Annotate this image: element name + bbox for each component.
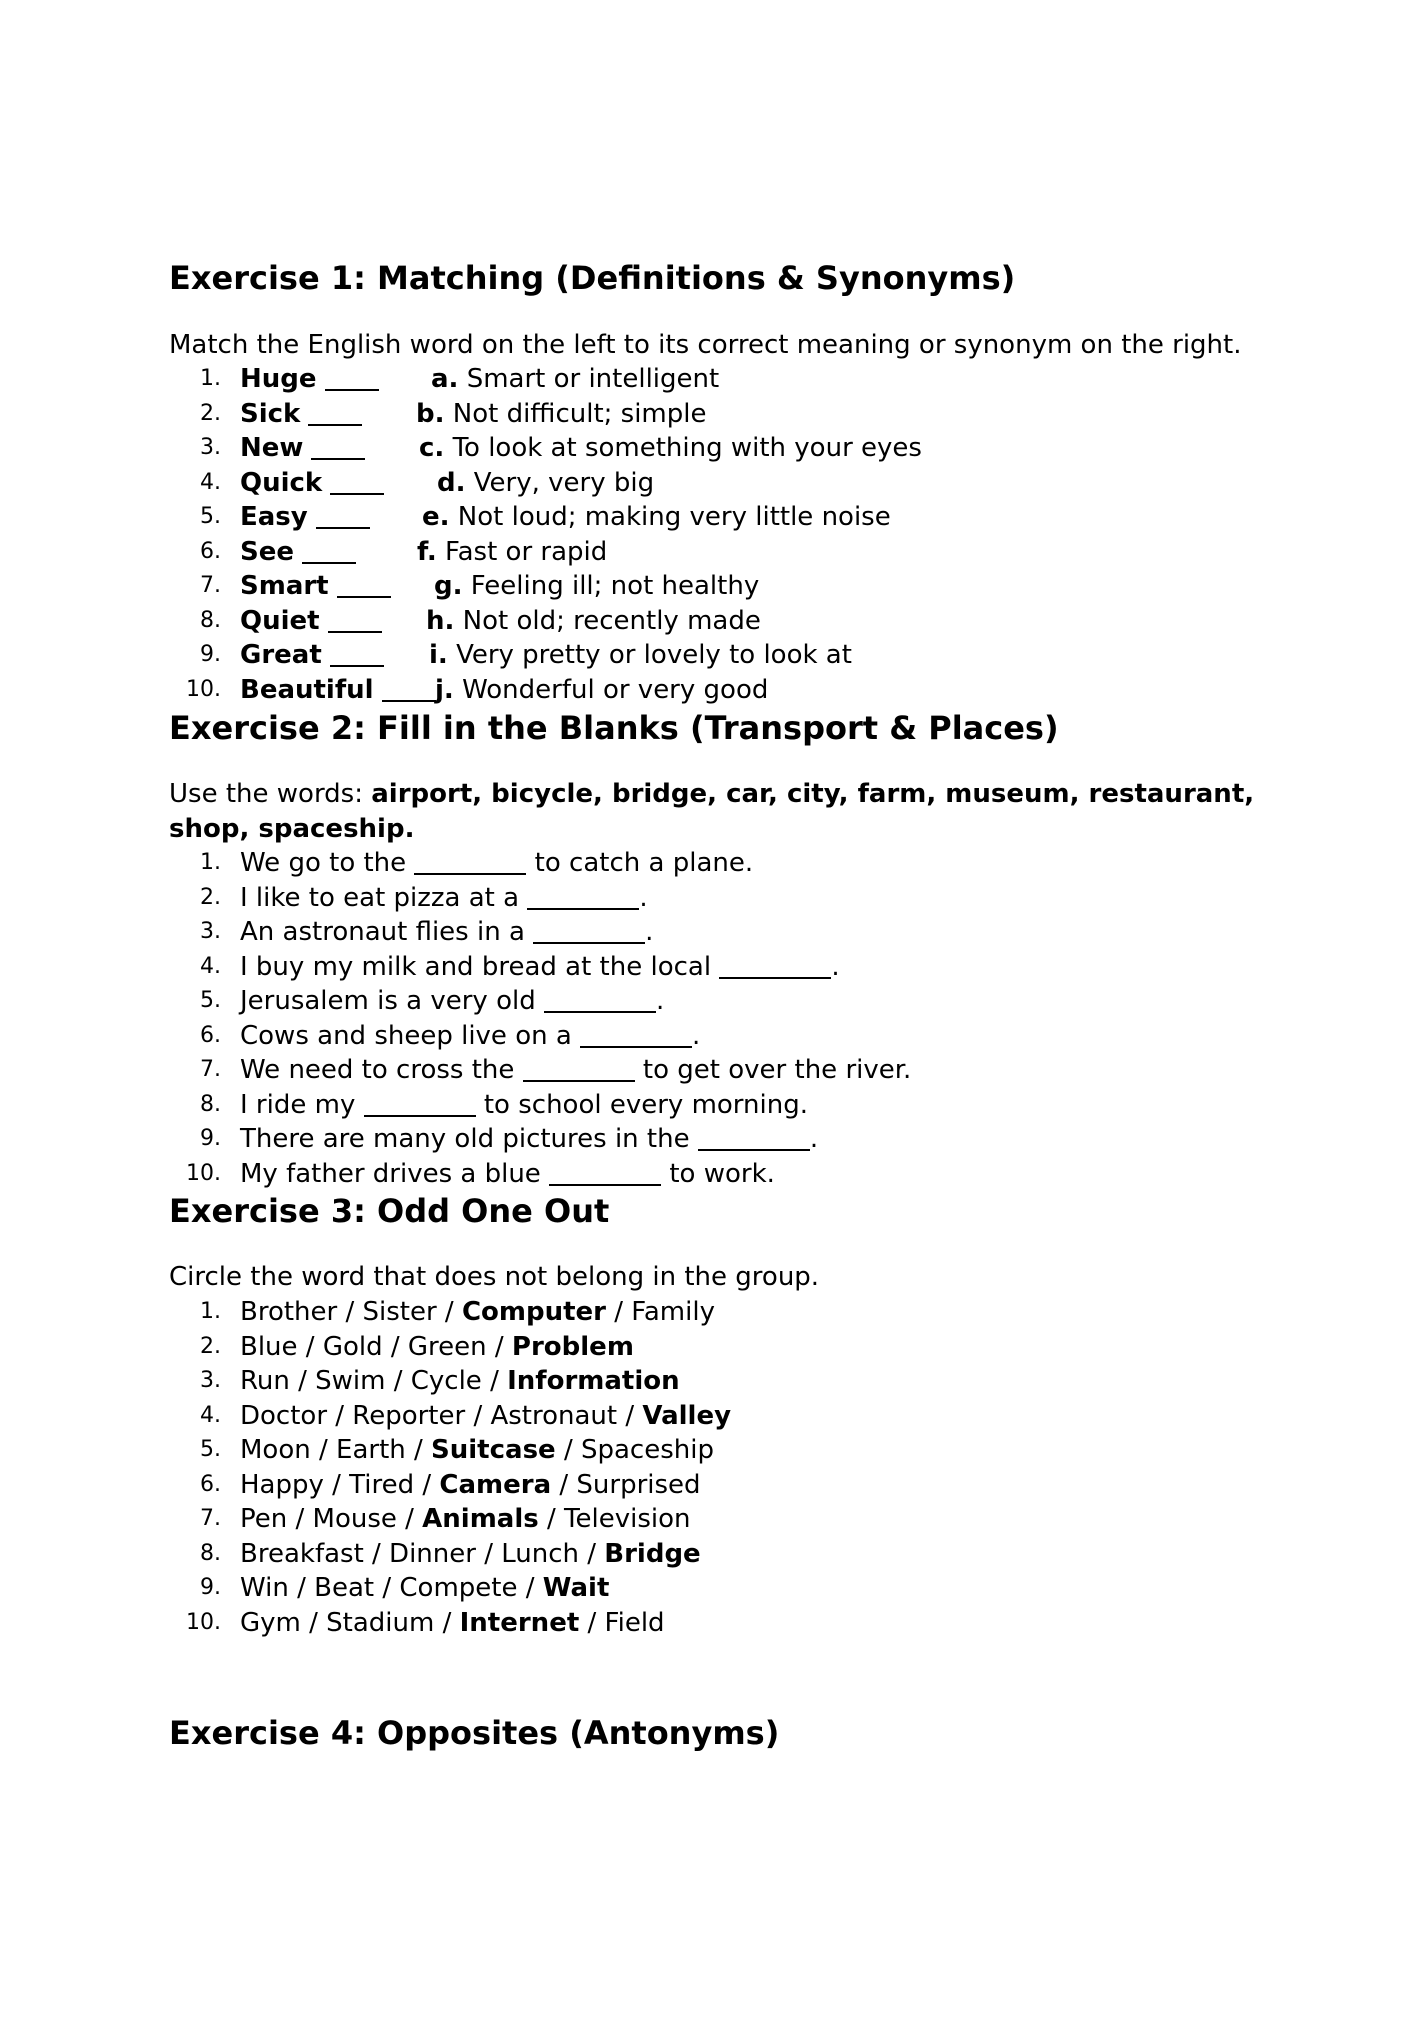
item-number: 2.	[200, 1333, 221, 1359]
definition-text: Not loud; making very little noise	[457, 502, 891, 532]
sentence	[240, 984, 664, 1019]
matching-word-group	[240, 673, 436, 708]
item-number: 9.	[200, 1126, 221, 1151]
item-number: 7.	[200, 1506, 221, 1531]
matching-definition	[426, 604, 761, 639]
odd-word: Valley	[642, 1400, 732, 1431]
item-number: 1.	[200, 1299, 221, 1324]
matching-definition	[435, 673, 768, 708]
item-number: 4.	[200, 953, 221, 979]
sentence-start: Jerusalem is a very old	[240, 986, 544, 1016]
answer-blank	[527, 908, 639, 910]
sentence-start: My father drives a blue	[240, 1158, 550, 1189]
item-number: 8.	[200, 1540, 221, 1566]
matching-word-group	[240, 397, 362, 432]
group-words: Brother / Sister /	[240, 1297, 462, 1327]
item-number: 1.	[200, 850, 221, 875]
sentence-end: .	[639, 882, 648, 913]
odd-word: Information	[507, 1366, 680, 1396]
matching-word: Sick	[240, 398, 301, 429]
item-number: 1.	[200, 366, 221, 391]
sentence	[240, 1122, 818, 1157]
group-words: Run / Swim / Cycle /	[240, 1366, 508, 1396]
item-number: 3.	[200, 1368, 221, 1393]
definition-text: Not old; recently made	[462, 605, 761, 636]
group-words: / Spaceship	[555, 1435, 714, 1465]
sentence	[240, 1053, 911, 1088]
sentence-start: Cows and sheep live on a	[240, 1020, 581, 1051]
word-group	[240, 1571, 609, 1606]
definition-letter: h.	[426, 605, 455, 636]
definition-letter: b.	[416, 398, 445, 429]
matching-word: Smart	[240, 571, 329, 601]
odd-word: Animals	[422, 1504, 539, 1534]
definition-text: Wonderful or very good	[462, 674, 769, 705]
word-group	[240, 1330, 634, 1365]
definition-text: Fast or rapid	[445, 536, 608, 567]
group-words: Win / Beat / Compete /	[240, 1573, 543, 1603]
group-words: Doctor / Reporter / Astronaut /	[240, 1400, 643, 1431]
item-number: 9.	[200, 1575, 221, 1600]
item-number: 7.	[200, 1057, 221, 1082]
answer-blank	[544, 1011, 656, 1013]
matching-definition	[434, 569, 759, 604]
group-words: Happy / Tired /	[240, 1469, 440, 1500]
sentence-start: We need to cross the	[240, 1055, 523, 1085]
exercise-2-instructions	[169, 777, 1289, 846]
odd-word: Problem	[511, 1331, 634, 1362]
matching-definition	[422, 500, 891, 535]
definition-letter: d.	[437, 467, 466, 498]
word-group	[240, 1606, 665, 1641]
sentence-end: to work.	[661, 1158, 775, 1189]
matching-word: New	[240, 433, 304, 463]
exercise-3-title: Exercise 3: Odd One Out	[169, 1192, 610, 1230]
exercise-1-instructions: Match the English word on the left to its correct meaning or synonym on the right.	[169, 330, 1242, 360]
group-words: / Family	[606, 1297, 715, 1327]
answer-blank	[533, 942, 645, 944]
matching-word: Quiet	[240, 605, 320, 636]
answer-blank	[337, 596, 391, 598]
odd-word: Internet	[459, 1607, 580, 1638]
item-number: 3.	[200, 919, 221, 944]
answer-blank	[549, 1184, 661, 1186]
group-words: / Surprised	[551, 1469, 701, 1500]
word-group	[240, 1468, 701, 1503]
word-group	[240, 1502, 690, 1537]
matching-definition	[416, 397, 706, 432]
definition-text: Not difficult; simple	[452, 398, 707, 429]
group-words: / Field	[579, 1607, 665, 1638]
sentence	[240, 915, 653, 950]
matching-word-group	[240, 569, 391, 604]
sentence	[240, 881, 648, 916]
answer-blank	[316, 527, 370, 529]
sentence-end: .	[831, 951, 840, 982]
answer-blank	[325, 389, 379, 391]
matching-word-group	[240, 604, 382, 639]
group-words: Moon / Earth /	[240, 1435, 432, 1465]
word-group	[240, 1433, 714, 1468]
sentence	[240, 846, 753, 881]
sentence-end: .	[645, 917, 654, 947]
sentence-end: .	[809, 1124, 819, 1154]
odd-word: Computer	[461, 1297, 606, 1327]
definition-text: Feeling ill; not healthy	[470, 571, 760, 601]
sentence	[240, 1088, 808, 1123]
matching-word: Huge	[240, 364, 317, 394]
odd-word: Camera	[439, 1469, 552, 1500]
matching-definition	[417, 535, 607, 570]
group-words: Pen / Mouse /	[240, 1504, 423, 1534]
sentence-end: to get over the river.	[634, 1055, 912, 1085]
odd-word: Wait	[542, 1573, 610, 1603]
item-number: 2.	[200, 400, 221, 426]
answer-blank	[311, 458, 365, 460]
group-words: Gym / Stadium /	[240, 1607, 460, 1638]
item-number: 4.	[200, 469, 221, 495]
exercise-1-title: Exercise 1: Matching (Definitions & Synonyms)	[169, 259, 1016, 297]
answer-blank	[328, 631, 382, 633]
item-number: 6.	[200, 538, 221, 564]
item-number: 6.	[200, 1471, 221, 1497]
matching-word: Quick	[240, 467, 323, 498]
matching-word-group	[240, 362, 379, 397]
item-number: 9.	[200, 642, 221, 667]
answer-blank	[302, 562, 356, 564]
sentence-end: .	[655, 986, 665, 1016]
sentence-end: to catch a plane.	[526, 848, 754, 878]
matching-definition	[429, 638, 852, 673]
matching-definition	[419, 431, 922, 466]
answer-blank	[698, 1149, 810, 1151]
definition-letter: e.	[422, 502, 450, 532]
sentence	[240, 950, 840, 985]
sentence-start: There are many old pictures in the	[240, 1124, 698, 1154]
odd-word: Bridge	[604, 1538, 701, 1569]
word-bank: airport, bicycle, bridge, car, city, farm, museum, restaurant, shop, spaceship.	[169, 779, 1255, 844]
definition-letter: g.	[434, 571, 463, 601]
sentence	[240, 1019, 700, 1054]
item-number: 10.	[186, 1160, 221, 1186]
word-bank-prefix: Use the words:	[169, 779, 372, 809]
answer-blank	[523, 1080, 635, 1082]
word-group	[240, 1537, 701, 1572]
sentence-end: to school every morning.	[475, 1089, 808, 1120]
definition-text: Very pretty or lovely to look at	[456, 640, 852, 670]
item-number: 4.	[200, 1402, 221, 1428]
definition-letter: f.	[417, 536, 437, 567]
sentence-start: We go to the	[240, 848, 415, 878]
exercise-3-instructions: Circle the word that does not belong in the group.	[169, 1262, 820, 1292]
definition-letter: a.	[431, 364, 459, 394]
answer-blank	[330, 493, 384, 495]
sentence-start: I buy my milk and bread at the local	[240, 951, 720, 982]
exercise-4-title: Exercise 4: Opposites (Antonyms)	[169, 1714, 780, 1752]
definition-text: Very, very big	[473, 467, 655, 498]
matching-word-group	[240, 638, 384, 673]
matching-word: Great	[240, 640, 322, 670]
sentence-start: An astronaut flies in a	[240, 917, 534, 947]
item-number: 3.	[200, 435, 221, 460]
definition-letter: j.	[435, 674, 454, 705]
matching-word: Beautiful	[240, 674, 374, 705]
answer-blank	[719, 977, 831, 979]
matching-word-group	[240, 500, 370, 535]
word-group	[240, 1399, 731, 1434]
group-words: / Television	[538, 1504, 691, 1534]
definition-letter: c.	[419, 433, 445, 463]
matching-word-group	[240, 466, 384, 501]
sentence	[240, 1157, 775, 1192]
definition-text: Smart or intelligent	[466, 364, 720, 394]
definition-text: To look at something with your eyes	[452, 433, 922, 463]
sentence-end: .	[692, 1020, 701, 1051]
matching-word-group	[240, 535, 356, 570]
item-number: 8.	[200, 1091, 221, 1117]
answer-blank	[308, 424, 362, 426]
sentence-start: I ride my	[240, 1089, 364, 1120]
answer-blank	[382, 700, 436, 702]
group-words: Breakfast / Dinner / Lunch /	[240, 1538, 605, 1569]
item-number: 10.	[186, 1609, 221, 1635]
exercise-2-title: Exercise 2: Fill in the Blanks (Transport & Places)	[169, 709, 1059, 747]
matching-definition	[431, 362, 719, 397]
answer-blank	[330, 665, 384, 667]
word-group	[240, 1364, 680, 1399]
item-number: 5.	[200, 988, 221, 1013]
item-number: 5.	[200, 504, 221, 529]
item-number: 7.	[200, 573, 221, 598]
matching-word-group	[240, 431, 365, 466]
answer-blank	[580, 1046, 692, 1048]
group-words: Blue / Gold / Green /	[240, 1331, 512, 1362]
word-group	[240, 1295, 715, 1330]
matching-definition	[437, 466, 654, 501]
sentence-start: I like to eat pizza at a	[240, 882, 528, 913]
odd-word: Suitcase	[431, 1435, 556, 1465]
matching-word: Easy	[240, 502, 308, 532]
matching-word: See	[240, 536, 294, 567]
item-number: 8.	[200, 607, 221, 633]
answer-blank	[364, 1115, 476, 1117]
item-number: 10.	[186, 676, 221, 702]
answer-blank	[414, 873, 526, 875]
definition-letter: i.	[429, 640, 448, 670]
item-number: 5.	[200, 1437, 221, 1462]
item-number: 6.	[200, 1022, 221, 1048]
item-number: 2.	[200, 884, 221, 910]
